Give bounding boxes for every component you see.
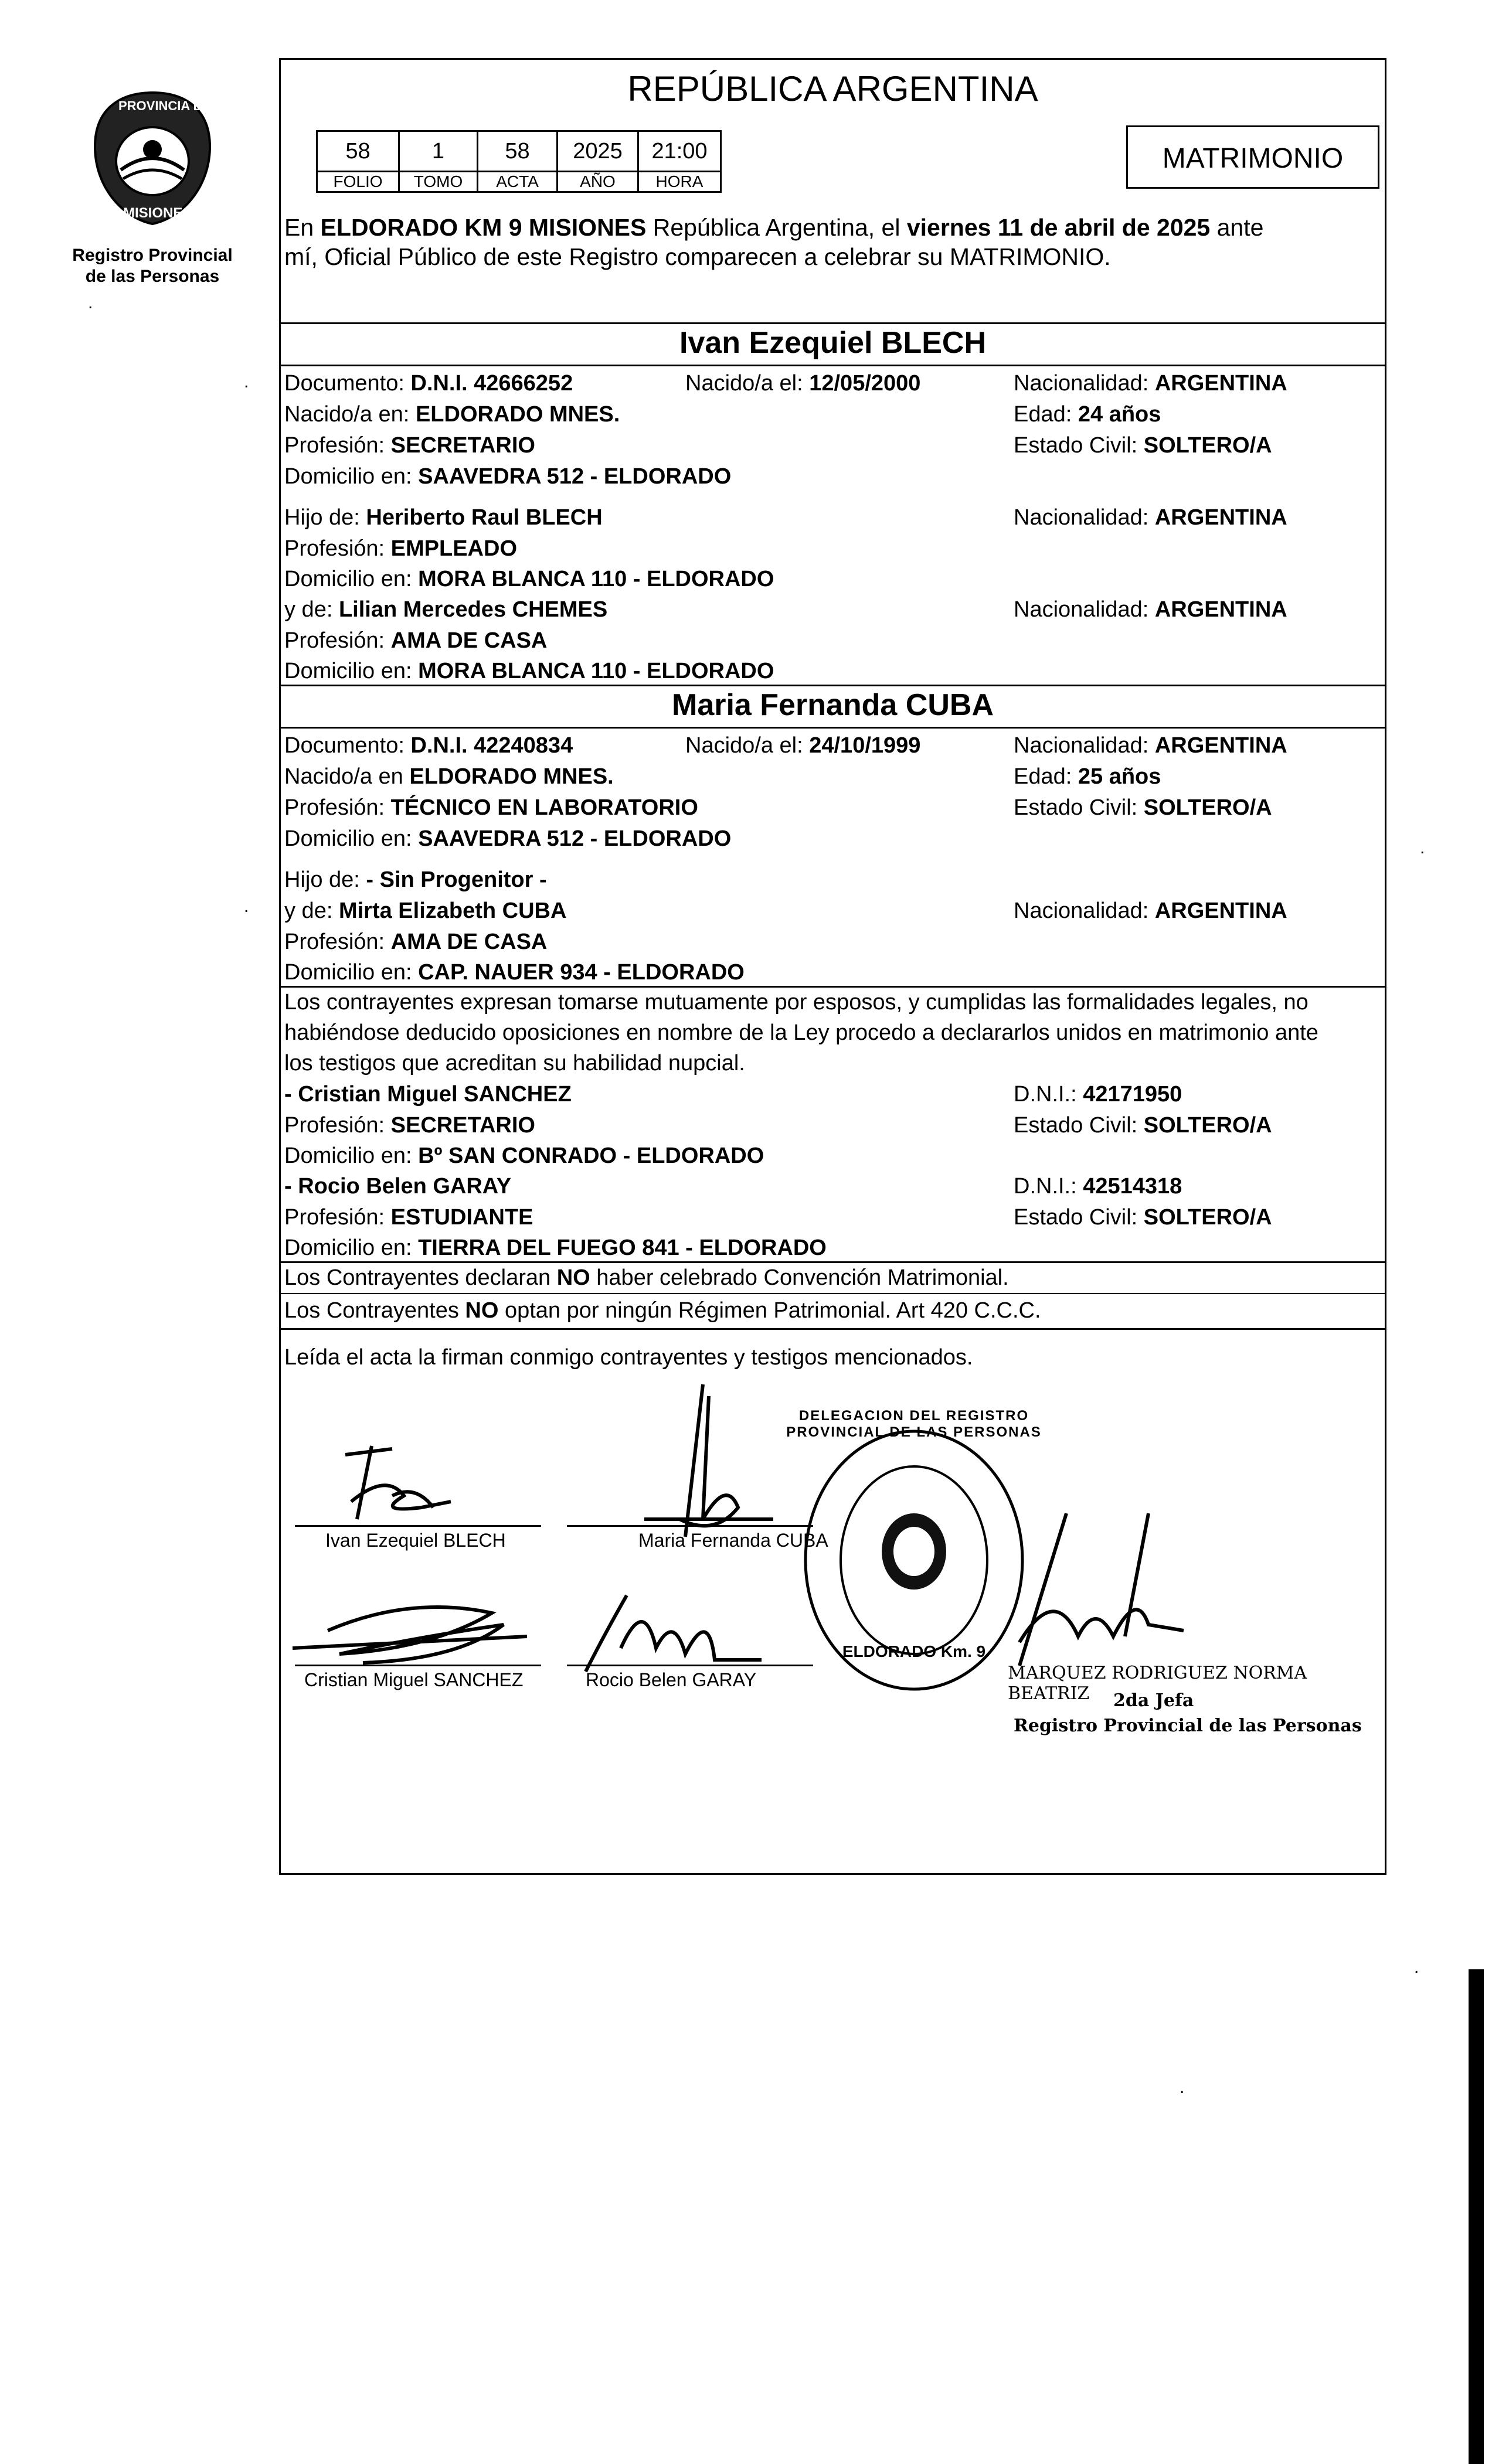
intro-p2: República Argentina, el [646,214,907,241]
spouse1-father-nationality [1014,503,1287,532]
label: Nacido/a en [284,764,403,789]
registry-name-line1: Registro Provincial [72,246,233,265]
label: Hijo de: [284,505,360,530]
no: NO [465,1298,499,1323]
spouse1-age [1014,400,1161,428]
marriage-certificate [279,58,1386,1875]
value: AMA DE CASA [390,930,548,954]
witness1-dni [1014,1080,1182,1108]
spouse1-mother-domicile [284,657,774,685]
spouse1-father-profession [284,535,517,563]
stamp-ring-text: DELEGACION DEL REGISTRO PROVINCIAL DE LAS PERSONAS [786,1408,1042,1440]
folio-value: 58 [317,131,399,172]
value: ARGENTINA [1154,597,1287,622]
label: Profesión: [284,795,385,820]
provincial-seal-logo [82,88,223,229]
seal-bottom-text: MISIONES [123,205,192,221]
signature-officer [996,1490,1242,1683]
spouse1-profession [284,431,535,460]
spouse2-mother-nationality [1014,897,1287,925]
value: EMPLEADO [390,536,518,561]
value: ARGENTINA [1154,371,1287,396]
label: Profesión: [284,433,385,458]
label: Nacionalidad: [1014,899,1149,923]
value: SECRETARIO [390,433,535,458]
registry-name [59,245,246,287]
value: SOLTERO/A [1143,1113,1272,1138]
witness1-name: - Cristian Miguel SANCHEZ [284,1082,572,1107]
intro-date: viernes 11 de abril de 2025 [906,214,1211,241]
value: ESTUDIANTE [390,1205,533,1230]
value: SOLTERO/A [1143,1205,1272,1230]
value: ARGENTINA [1154,505,1287,530]
spouse2-mother [284,897,566,925]
value: ARGENTINA [1154,733,1287,758]
label: Nacido/a el: [685,733,803,758]
value: TÉCNICO EN LABORATORIO [390,795,698,820]
tomo-label: TOMO [399,172,478,192]
spouse2-name: Maria Fernanda CUBA [672,688,994,722]
label: Profesión: [284,536,385,561]
spouse1-document [284,369,573,397]
value: ARGENTINA [1154,899,1287,923]
spouse2-born-date [685,731,920,760]
scan-dot: . [88,293,93,312]
witness2-domicile [284,1234,827,1262]
divider [281,322,1385,324]
witness2-name: - Rocio Belen GARAY [284,1174,512,1199]
value: 24 años [1078,402,1161,427]
value: SOLTERO/A [1143,795,1272,820]
signature-maria [621,1373,785,1548]
signature-line [295,1665,541,1666]
label: Domicilio en: [284,567,412,591]
value: 25 años [1078,764,1161,789]
divider [281,1261,1385,1263]
scan-dot: . [1420,838,1425,857]
officer-role: 2da Jefa [1113,1690,1194,1711]
intro-p1: En [284,214,321,241]
spouse2-domicile [284,825,731,853]
spouse2-age [1014,763,1161,791]
value: CAP. NAUER 934 - ELDORADO [418,960,745,985]
label: D.N.I.: [1014,1082,1077,1107]
convention-line [284,1264,1009,1292]
spouse1-father-domicile [284,565,774,593]
divider [281,986,1385,988]
value: SOLTERO/A [1143,433,1272,458]
text: Los Contrayentes declaran [284,1265,557,1290]
witness1-profession [284,1111,535,1139]
tomo-value: 1 [399,131,478,172]
label: Nacido/a el: [685,371,803,396]
signature-line [295,1525,541,1527]
value: - Sin Progenitor - [366,867,547,892]
spouse1-born-in [284,400,620,428]
label: y de: [284,597,333,622]
label: y de: [284,899,333,923]
value: 12/05/2000 [809,371,921,396]
stamp-center-text: ELDORADO Km. 9 [842,1642,986,1660]
label: D.N.I.: [1014,1174,1077,1199]
value: MORA BLANCA 110 - ELDORADO [418,567,774,591]
spouse1-mother-profession [284,627,547,655]
intro-line-2: mí, Oficial Público de este Registro comparecen a celebrar su MATRIMONIO. [284,243,1111,270]
value: MORA BLANCA 110 - ELDORADO [418,659,774,683]
value: AMA DE CASA [390,628,548,653]
label: Estado Civil: [1014,433,1138,458]
label: Domicilio en: [284,826,412,851]
value: Mirta Elizabeth CUBA [338,899,567,923]
seal-top-text: PROVINCIA DE [118,98,212,113]
spouse1-name: Ivan Ezequiel BLECH [679,326,986,360]
intro-line-1 [284,213,1263,241]
spouse1-mother-nationality [1014,595,1287,624]
value: D.N.I. 42240834 [410,733,573,758]
label: Profesión: [284,628,385,653]
folio-label: FOLIO [317,172,399,192]
value: 42171950 [1083,1082,1182,1107]
country-title: REPÚBLICA ARGENTINA [627,69,1038,108]
divider [281,1293,1385,1294]
spouse2-father [284,866,547,894]
value: Bº SAN CONRADO - ELDORADO [418,1143,764,1168]
spouse2-nationality [1014,731,1287,760]
scan-dot: . [1414,1958,1419,1977]
hora-value: 21:00 [638,131,721,172]
label: Edad: [1014,764,1072,789]
label: Domicilio en: [284,464,412,489]
officer-name: MARQUEZ RODRIGUEZ NORMA BEATRIZ [1008,1663,1307,1704]
label: Profesión: [284,1113,385,1138]
spouse2-civil [1014,794,1272,822]
label: Estado Civil: [1014,1113,1138,1138]
label: Nacionalidad: [1014,733,1149,758]
spouse1-father [284,503,603,532]
declaration-line-1: Los contrayentes expresan tomarse mutuamente por esposos, y cumplidas las formalidades legales, no [284,990,1309,1015]
divider [281,365,1385,366]
text: optan por ningún Régimen Patrimonial. Art 420 C.C.C. [498,1298,1041,1323]
value: Lilian Mercedes CHEMES [338,597,608,622]
label: Domicilio en: [284,1236,412,1260]
signature-line [567,1665,813,1666]
text: haber celebrado Convención Matrimonial. [590,1265,1009,1290]
label: Nacionalidad: [1014,505,1149,530]
signature-line [567,1525,813,1527]
acta-label: ACTA [478,172,558,192]
signature-ivan [316,1431,468,1537]
officer-registry: Registro Provincial de las Personas [1014,1716,1362,1736]
label: Domicilio en: [284,960,412,985]
intro-p3: ante [1210,214,1264,241]
value: 42514318 [1083,1174,1182,1199]
divider [281,1328,1385,1330]
label: Profesión: [284,930,385,954]
spouse2-mother-domicile [284,958,745,986]
value: 24/10/1999 [809,733,921,758]
label: Documento: [284,733,405,758]
value: ELDORADO MNES. [409,764,614,789]
label: Hijo de: [284,867,360,892]
witness2-dni [1014,1172,1182,1200]
acta-value: 58 [478,131,558,172]
scan-edge-bar [1469,1969,1484,2464]
spouse2-document [284,731,573,760]
label: Documento: [284,371,405,396]
label: Nacionalidad: [1014,597,1149,622]
label: Edad: [1014,402,1072,427]
regime-line [284,1296,1041,1325]
witness1-civil [1014,1111,1272,1139]
spouse1-born-date [685,369,920,397]
signature-caption-ivan: Ivan Ezequiel BLECH [325,1530,506,1551]
signature-caption-cristian: Cristian Miguel SANCHEZ [304,1669,524,1690]
no: NO [556,1265,590,1290]
spouse2-mother-profession [284,928,547,956]
spouse1-civil [1014,431,1272,460]
value: TIERRA DEL FUEGO 841 - ELDORADO [418,1236,827,1260]
spouse1-mother [284,595,607,624]
label: Nacionalidad: [1014,371,1149,396]
spouse1-domicile [284,462,731,491]
label: Domicilio en: [284,1143,412,1168]
signature-caption-maria: Maria Fernanda CUBA [638,1530,828,1551]
value: SECRETARIO [390,1113,535,1138]
value: SAAVEDRA 512 - ELDORADO [418,464,732,489]
intro-place: ELDORADO KM 9 MISIONES [320,214,647,241]
scan-dot: . [1180,2078,1185,2097]
scan-dot: . [244,372,249,392]
spouse2-profession [284,794,698,822]
signature-caption-rocio: Rocio Belen GARAY [586,1669,757,1690]
declaration-line-2: habiéndose deducido oposiciones en nombre de la Ley procedo a declararlos unidos en matrimonio ante [284,1020,1318,1045]
hora-label: HORA [638,172,721,192]
label: Estado Civil: [1014,795,1138,820]
signature-cristian [281,1572,550,1677]
text: Los Contrayentes [284,1298,465,1323]
closing-statement: Leída el acta la firman conmigo contrayentes y testigos mencionados. [284,1345,973,1370]
spouse2-born-in [284,763,614,791]
label: Domicilio en: [284,659,412,683]
label: Profesión: [284,1205,385,1230]
divider [281,685,1385,686]
registry-name-line2: de las Personas [85,267,220,286]
anio-label: AÑO [558,172,638,192]
declaration-line-3: los testigos que acreditan su habilidad nupcial. [284,1051,745,1076]
scan-dot: . [244,897,249,916]
value: ELDORADO MNES. [415,402,620,427]
anio-value: 2025 [558,131,638,172]
divider [281,727,1385,729]
witness2-civil [1014,1203,1272,1231]
value: SAAVEDRA 512 - ELDORADO [418,826,732,851]
witness2-profession [284,1203,533,1231]
act-type-box: MATRIMONIO [1126,125,1379,189]
value: D.N.I. 42666252 [410,371,573,396]
spouse1-nationality [1014,369,1287,397]
label: Estado Civil: [1014,1205,1138,1230]
witness1-domicile [284,1142,764,1170]
label: Nacido/a en: [284,402,410,427]
value: Heriberto Raul BLECH [366,505,603,530]
register-table [316,130,722,193]
